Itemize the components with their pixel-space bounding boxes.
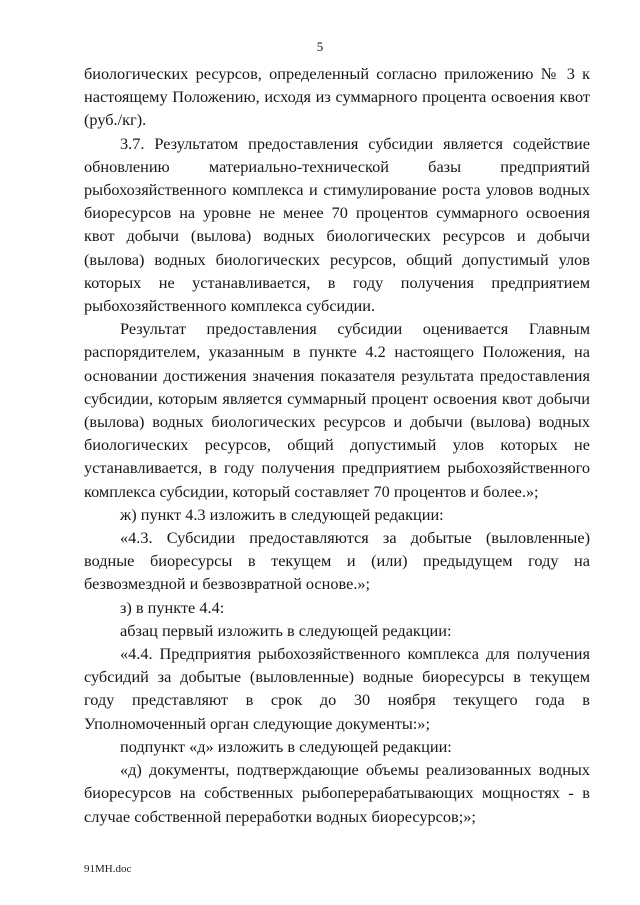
paragraph-9: подпункт «д» изложить в следующей редакции: [120,736,452,756]
paragraph-5: «4.3. Субсидии предоставляются за добытые (выловленные) водные биоресурсы в текущем и (или) предыдущем году на безвозмездной и безвозвратной основе.»; [84,528,590,594]
footer-filename: 91МН.doc [84,863,132,875]
page-number: 5 [316,39,324,54]
paragraph-2: 3.7. Результатом предоставления субсидии является содействие обновлению материально-технической базы предприятий рыбохозяйственного комплекса и стимулирование роста уловов водных биоресурсов на уровне не менее 70 процентов суммарного освоения квот добычи (вылова) водных биологических ресурсов и добычи (вылова) водных биологических ресурсов, общий допустимый улов которых не устанавливается, в году получения предприятием рыбохозяйственного комплекса субсидии. [84,133,590,316]
paragraph-3: Результат предоставления субсидии оценивается Главным распорядителем, указанным в пункте 4.2 настоящего Положения, на основании достижения значения показателя результата предоставления субсидии, которым является суммарный процент освоения квот добычи (вылова) водных биологических ресурсов и добычи (вылова) водных биологических ресурсов, общий допустимый улов которых не устанавливается, в году получения предприятием рыбохозяйственного комплекса субсидии, который составляет 70 процентов и более.»; [84,319,590,501]
paragraph-7: абзац первый изложить в следующей редакции: [120,620,452,640]
paragraph-8: «4.4. Предприятия рыбохозяйственного комплекса для получения субсидий за добытые (выловленные) водные биоресурсы в текущем году представляют в срок до 30 ноября текущего года в Уполномоченный орган следующие документы:»; [84,644,590,733]
paragraph-4: ж) пункт 4.3 изложить в следующей редакции: [120,504,444,524]
paragraph-1: биологических ресурсов, определенный согласно приложению № 3 к настоящему Положению, исходя из суммарного процента освоения квот (руб./кг). [84,64,590,130]
paragraph-10: «д) документы, подтверждающие объемы реализованных водных биоресурсов на собственных рыбоперерабатывающих мощностях - в случае собственной переработки водных биоресурсов;»; [84,760,590,826]
paragraph-6: з) в пункте 4.4: [120,597,225,617]
document-body [84,62,590,828]
